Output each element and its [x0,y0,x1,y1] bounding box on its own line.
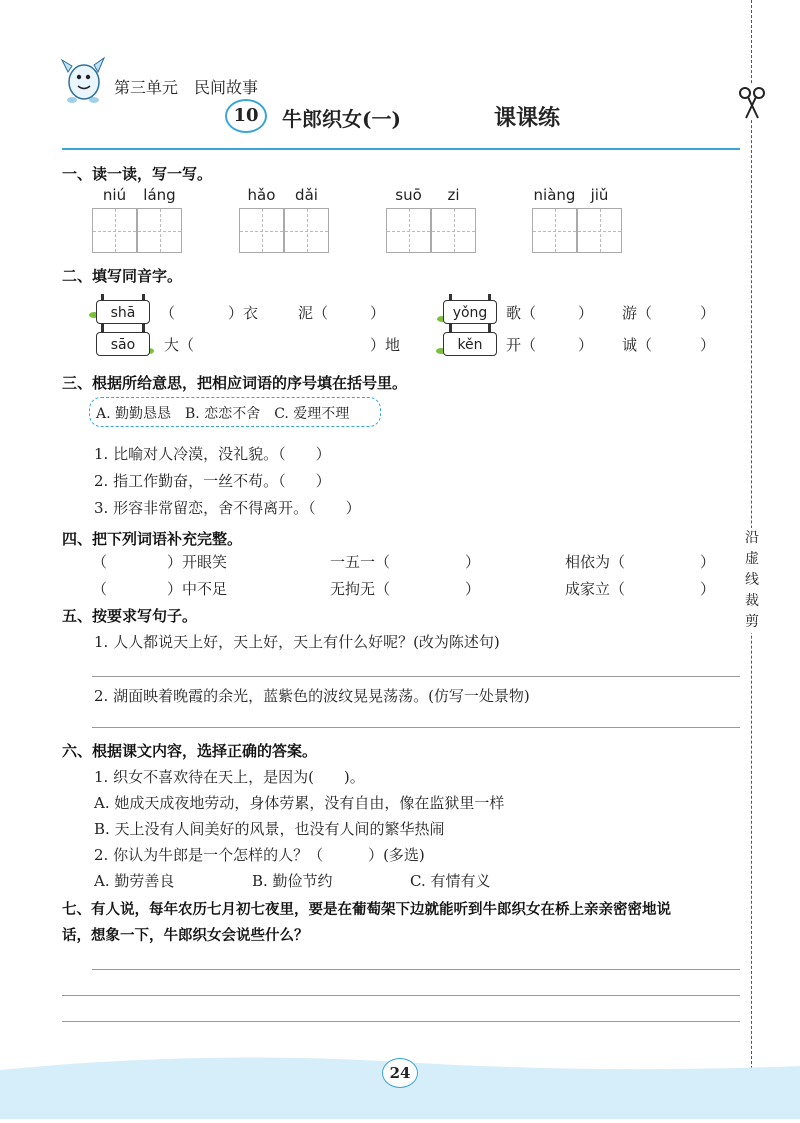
writing-box[interactable] [239,208,284,253]
answer-line[interactable] [62,1021,740,1022]
idiom-blank: （ ）开眼笑 [92,553,228,571]
pinyin-group-4: niàng jiǔ [532,186,624,256]
section7-title-line1: 七、有人说，每年农历七月初七夜里，要是在葡萄架下边就能听到牛郎织女在桥上亲亲密密地说 [62,902,671,918]
writing-box[interactable] [431,208,476,253]
answer-option: C. 有情有义 [410,872,491,890]
question-item: 1. 比喻对人冷漠，没礼貌。（ ） [94,445,331,463]
answer-option: B. 勤俭节约 [252,872,333,890]
section2-title: 二、填写同音字。 [62,267,183,285]
answer-line[interactable] [92,969,740,970]
writing-box[interactable] [386,208,431,253]
section5-title: 五、按要求写句子。 [62,607,198,625]
page-number: 24 [389,1064,411,1082]
question-item: 2. 你认为牛郎是一个怎样的人？（ ）(多选) [94,846,425,864]
pinyin-tag: shā [96,300,150,324]
options-text: A. 勤勤恳恳 B. 恋恋不舍 C. 爱理不理 [96,406,350,422]
pinyin-group-1: niú láng [92,186,184,256]
lesson-number-badge [225,99,267,133]
question-item: 1. 人人都说天上好，天上好，天上有什么好呢？(改为陈述句) [94,633,500,651]
idiom-blank: 无拘无（ ） [330,580,481,598]
writing-box[interactable] [284,208,329,253]
section3-title: 三、根据所给意思，把相应词语的序号填在括号里。 [62,374,408,392]
question-item: 2. 指工作勤奋，一丝不苟。（ ） [94,472,331,490]
section4-title: 四、把下列词语补充完整。 [62,530,243,548]
answer-line[interactable] [92,676,740,677]
lesson-number: 10 [233,105,259,126]
answer-option: A. 她成天成夜地劳动，身体劳累，没有自由，像在监狱里一样 [94,794,505,812]
unit-label: 第三单元 民间故事 [114,78,259,97]
answer-option: B. 天上没有人间美好的风景，也没有人间的繁华热闹 [94,820,445,838]
idiom-blank: （ ）中不足 [92,580,228,598]
writing-box[interactable] [532,208,577,253]
idiom-blank: 一五一（ ） [330,553,481,571]
writing-box[interactable] [577,208,622,253]
lesson-title: 牛郎织女(一) [282,107,401,131]
header-rule [62,148,740,150]
scissors-icon [738,84,766,120]
section6-title: 六、根据课文内容，选择正确的答案。 [62,742,318,760]
idiom-blank: 相依为（ ） [565,553,716,571]
pinyin-group-3: suō zi [386,186,478,256]
cartoon-character-icon [58,52,108,106]
writing-box[interactable] [137,208,182,253]
side-cut-label: 沿 虚 线 裁 剪 [741,528,763,633]
answer-line[interactable] [92,727,740,728]
brand-title: 课课练 [494,106,561,131]
question-item: 1. 织女不喜欢待在天上，是因为( )。 [94,768,365,786]
page-number-badge [382,1058,418,1088]
answer-option: A. 勤劳善良 [94,872,175,890]
writing-box[interactable] [92,208,137,253]
pinyin-tag: yǒng [443,300,497,324]
pinyin-group-2: hǎo dǎi [239,186,331,256]
pinyin-tag: sāo [96,332,150,356]
idiom-blank: 成家立（ ） [565,580,716,598]
section1-title: 一、读一读，写一写。 [62,165,213,183]
answer-line[interactable] [62,995,740,996]
pinyin-tag: kěn [443,332,497,356]
section7-title-line2: 话，想象一下，牛郎织女会说些什么？ [62,928,309,944]
question-item: 2. 湖面映着晚霞的余光，蓝紫色的波纹晃晃荡荡。(仿写一处景物) [94,687,530,705]
question-item: 3. 形容非常留恋，舍不得离开。（ ） [94,499,361,517]
